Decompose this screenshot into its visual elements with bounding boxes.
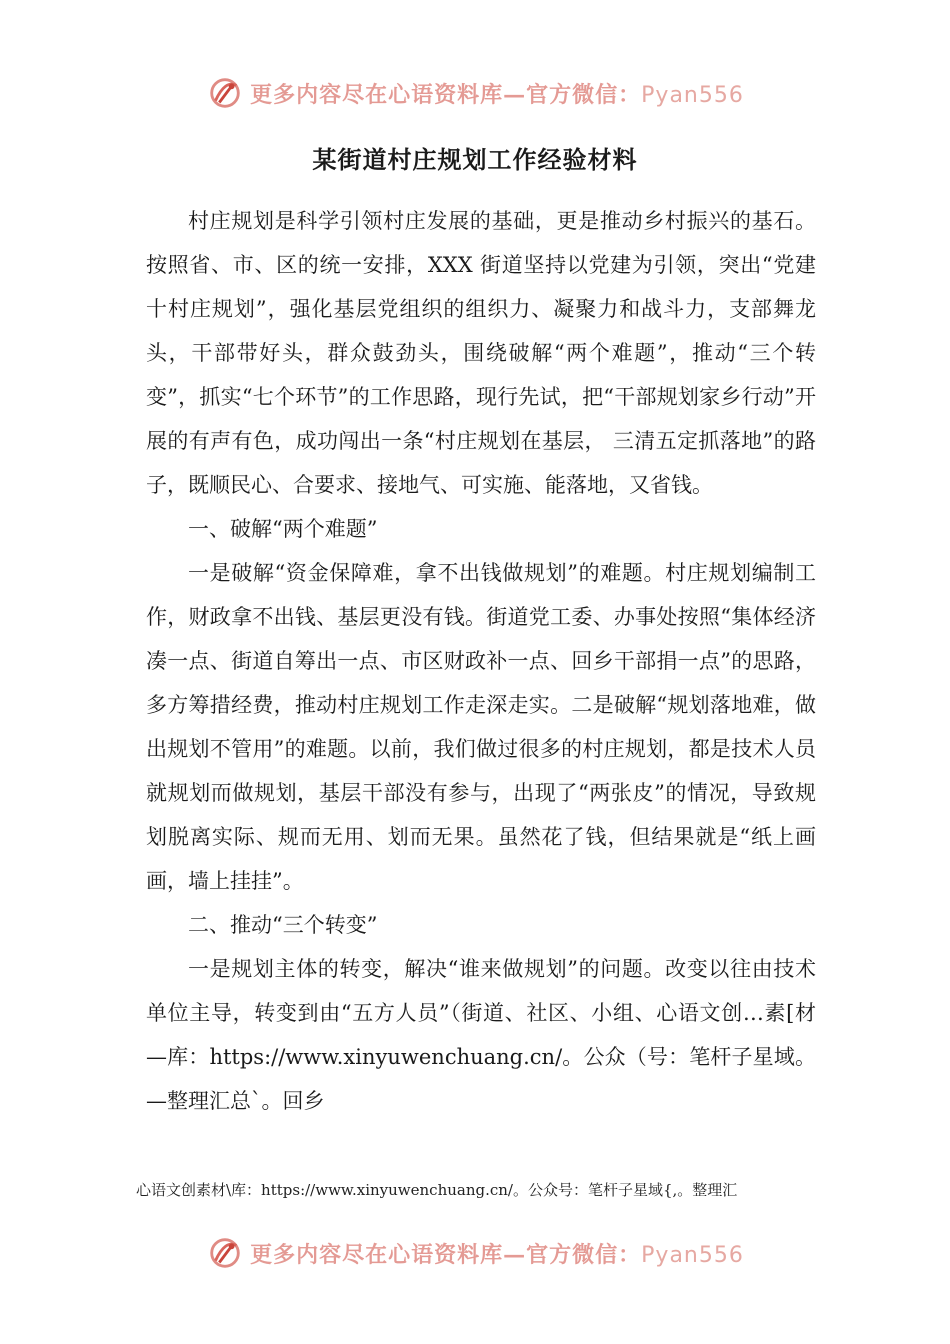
document-title: 某街道村庄规划工作经验材料 <box>312 145 638 174</box>
wechat-id: Pyan556 <box>641 1242 744 1268</box>
section-heading-1: 一、破解“两个难题” <box>188 517 378 541</box>
document-body <box>146 199 816 1123</box>
bottom-banner <box>0 1228 950 1278</box>
paragraph-intro: 村庄规划是科学引领村庄发展的基础，更是推动乡村振兴的基石。按照省、市、区的统一安排，XXX 街道坚持以党建为引领，突出“党建十村庄规划”，强化基层党组织的组织力、凝聚力和战斗力，支部舞龙头，干部带好头，群众鼓劲头，围绕破解“两个难题”，推动“三个转变”，抓实“七个环节”的工作思路，现行先试，把“干部规划家乡行动”开展的有声有色，成功闯出一条“村庄规划在基层， 三清五定抓落地”的路子，既顺民心、合要求、接地气、可实施、能落地，又省钱。 <box>146 209 816 497</box>
logo-icon <box>206 1234 244 1272</box>
paragraph-section-2: 一是规划主体的转变，解决“谁来做规划”的问题。改变以往由技术单位主导，转变到由“五方人员”（街道、社区、小组、心语文创…素[材—库：https://www.xinyuwenchuang.cn/。公众（号：笔杆子星域。—整理汇总`。回乡 <box>146 957 816 1113</box>
banner-text: 更多内容尽在心语资料库—官方微信：Pyan556 <box>250 81 744 108</box>
wechat-id: Pyan556 <box>641 82 744 108</box>
logo-icon <box>206 74 244 112</box>
banner-text: 更多内容尽在心语资料库—官方微信：Pyan556 <box>250 1241 744 1268</box>
paragraph-section-1: 一是破解“资金保障难，拿不出钱做规划”的难题。村庄规划编制工作，财政拿不出钱、基层更没有钱。街道党工委、办事处按照“集体经济凑一点、街道自筹出一点、市区财政补一点、回乡干部捐一点”的思路，多方筹措经费，推动村庄规划工作走深走实。二是破解“规划落地难，做出规划不管用”的难题。以前，我们做过很多的村庄规划，都是技术人员就规划而做规划，基层干部没有参与，出现了“两张皮”的情况，导致规划脱离实际、规而无用、划而无果。虽然花了钱，但结果就是“纸上画画，墙上挂挂”。 <box>146 561 816 893</box>
section-heading-2: 二、推动“三个转变” <box>188 913 378 937</box>
top-banner <box>0 68 950 118</box>
footer-note: 心语文创素材\库：https://www.xinyuwenchuang.cn/。公众号：笔杆子星域{,。整理汇 <box>136 1181 738 1199</box>
